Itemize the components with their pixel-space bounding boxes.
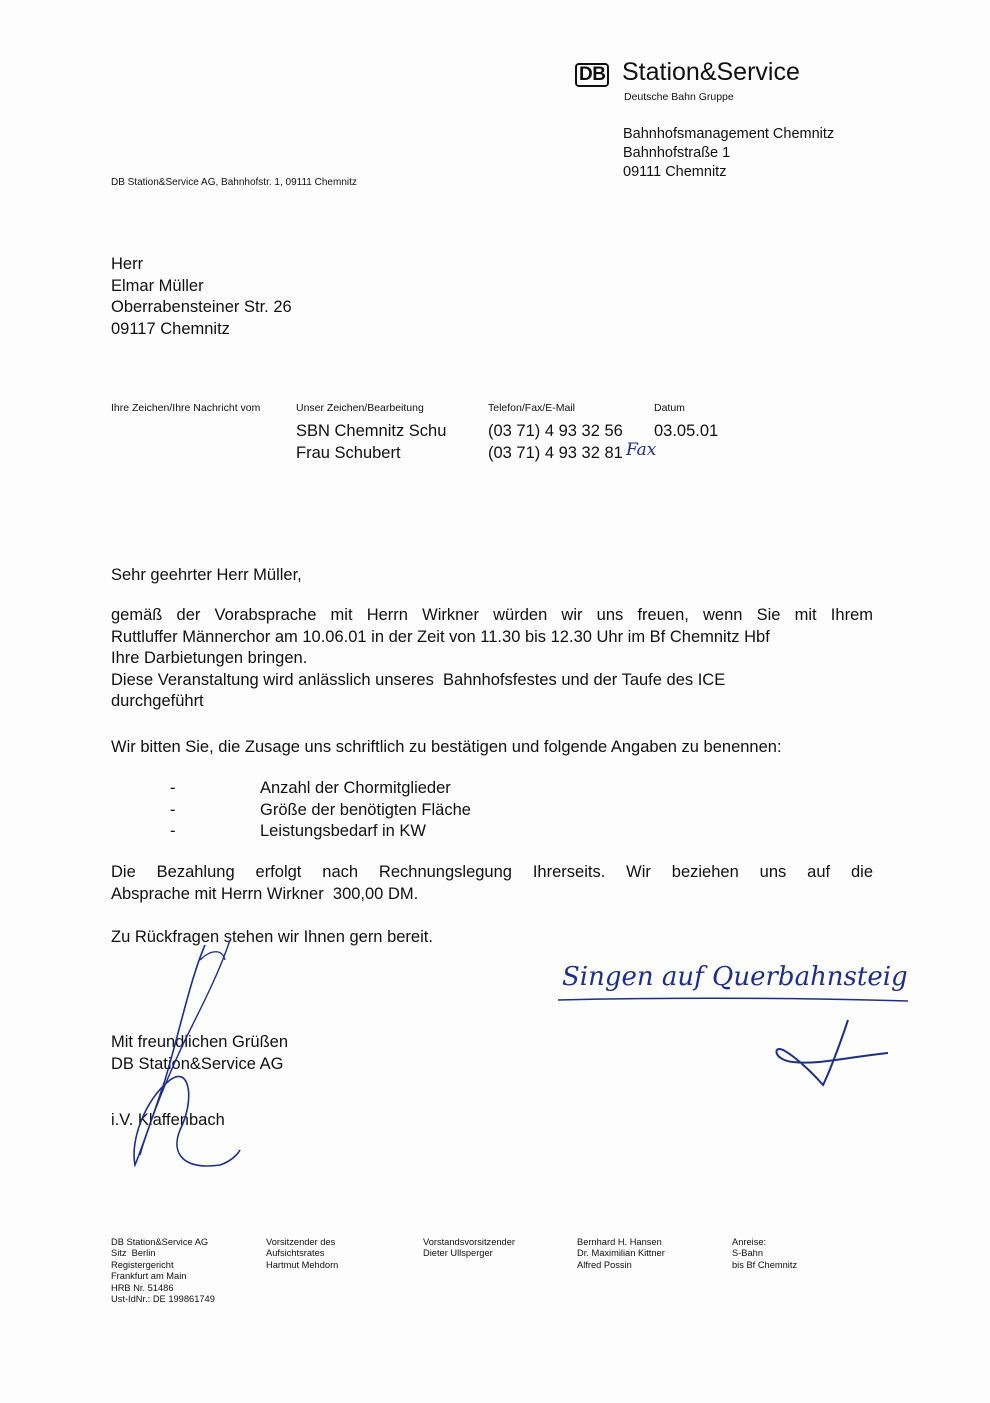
list-bullet: -	[170, 779, 176, 797]
footer-line: DB Station&Service AG	[111, 1237, 209, 1247]
footer-board-chair	[423, 1237, 515, 1260]
footer-line: bis Bf Chemnitz	[732, 1259, 798, 1270]
recipient-line: 09117 Chemnitz	[111, 319, 230, 338]
footer-line: Sitz Berlin	[111, 1248, 156, 1259]
company-name: Station&Service	[622, 58, 800, 86]
footer-line: S-Bahn	[732, 1248, 764, 1259]
office-line: 09111 Chemnitz	[623, 164, 727, 180]
handwritten-checkmark-icon	[548, 960, 918, 1100]
sender-office	[623, 125, 834, 182]
footer-line: Aufsichtsrates	[266, 1248, 325, 1259]
recipient-line: Herr	[111, 255, 144, 273]
footer-line: Anreise:	[732, 1237, 767, 1247]
footer-directions	[732, 1237, 797, 1271]
footer-line: Hartmut Mehdorn	[266, 1259, 339, 1270]
contact-numbers	[488, 421, 623, 464]
list-item	[111, 778, 471, 800]
footer-line: Bernhard H. Hansen	[577, 1237, 662, 1247]
footer-line: Alfred Possin	[577, 1259, 632, 1270]
list-bullet: -	[170, 822, 176, 840]
our-ref-line: SBN Chemnitz Schu	[296, 422, 447, 440]
handwritten-note: Singen auf Querbahnsteig	[562, 962, 908, 992]
recipient-line: Oberrabensteiner Str. 26	[111, 298, 292, 316]
list-item-text: Größe der benötigten Fläche	[260, 800, 471, 819]
our-ref	[296, 421, 446, 464]
footer-line: Dieter Ullsperger	[423, 1248, 493, 1259]
paragraph-line: Die Bezahlung erfolgt nach Rechnungslegung Ihrerseits. Wir beziehen uns auf die	[111, 863, 873, 881]
paragraph-line: durchgeführt	[111, 692, 204, 710]
paragraph-line: gemäß der Vorabsprache mit Herrn Wirkner würden wir uns freuen, wenn Sie mit Ihrem	[111, 606, 873, 624]
date-label: Datum	[654, 402, 685, 414]
footer-board-members	[577, 1237, 665, 1271]
paragraph-line: Ihre Darbietungen bringen.	[111, 649, 308, 667]
footer-line: Vorsitzender des	[266, 1237, 336, 1247]
list-item	[111, 800, 471, 822]
paragraph-payment	[111, 862, 873, 905]
footer-line: Ust-IdNr.: DE 199861749	[111, 1294, 215, 1305]
your-ref-label: Ihre Zeichen/Ihre Nachricht vom	[111, 402, 261, 414]
footer-supervisory-board	[266, 1237, 338, 1271]
group-name: Deutsche Bahn Gruppe	[624, 91, 734, 103]
signature-icon	[110, 940, 270, 1180]
list-item-text: Anzahl der Chormitglieder	[260, 779, 451, 797]
fax-number: (03 71) 4 93 32 81	[488, 443, 623, 462]
paragraph-line: Ruttluffer Männerchor am 10.06.01 in der Zeit von 11.30 bis 12.30 Uhr im Bf Chemnitz Hbf	[111, 627, 770, 646]
office-line: Bahnhofsmanagement Chemnitz	[623, 126, 835, 142]
our-ref-line: Frau Schubert	[296, 443, 401, 462]
paragraph-line: Absprache mit Herrn Wirkner 300,00 DM.	[111, 884, 419, 903]
footer-line: Frankfurt am Main	[111, 1271, 187, 1282]
list-item-text: Leistungsbedarf in KW	[260, 822, 427, 840]
return-address: DB Station&Service AG, Bahnhofstr. 1, 09111 Chemnitz	[111, 177, 357, 188]
salutation: Sehr geehrter Herr Müller,	[111, 566, 302, 584]
footer-company-info	[111, 1237, 215, 1305]
footer-line: Dr. Maximilian Kittner	[577, 1248, 665, 1259]
handwritten-fax-note: Fax	[626, 440, 657, 460]
paragraph-questions: Zu Rückfragen stehen wir Ihnen gern bereit.	[111, 928, 433, 946]
paragraph-invitation	[111, 605, 873, 713]
signatory-name: i.V. Klaffenbach	[111, 1111, 225, 1129]
db-logo-mark: DB	[575, 63, 609, 87]
our-ref-label: Unser Zeichen/Bearbeitung	[296, 402, 424, 414]
footer-line: Registergericht	[111, 1259, 174, 1270]
office-line: Bahnhofstraße 1	[623, 145, 731, 161]
contact-label: Telefon/Fax/E-Mail	[488, 402, 575, 414]
letter-date: 03.05.01	[654, 422, 719, 440]
closing-greeting: Mit freundlichen Grüßen	[111, 1033, 288, 1051]
list-bullet: -	[170, 800, 176, 819]
paragraph-request: Wir bitten Sie, die Zusage uns schriftlich zu bestätigen und folgende Angaben zu benennen:	[111, 738, 782, 756]
footer-line: HRB Nr. 51486	[111, 1282, 174, 1293]
footer-line: Vorstandsvorsitzender	[423, 1237, 515, 1247]
list-item	[111, 821, 471, 843]
recipient-line: Elmar Müller	[111, 276, 204, 295]
recipient-address	[111, 254, 292, 340]
requested-info-list	[111, 778, 471, 843]
phone-number: (03 71) 4 93 32 56	[488, 422, 623, 440]
closing-company: DB Station&Service AG	[111, 1054, 284, 1073]
paragraph-line: Diese Veranstaltung wird anlässlich unseres Bahnhofsfestes und der Taufe des ICE	[111, 670, 726, 689]
